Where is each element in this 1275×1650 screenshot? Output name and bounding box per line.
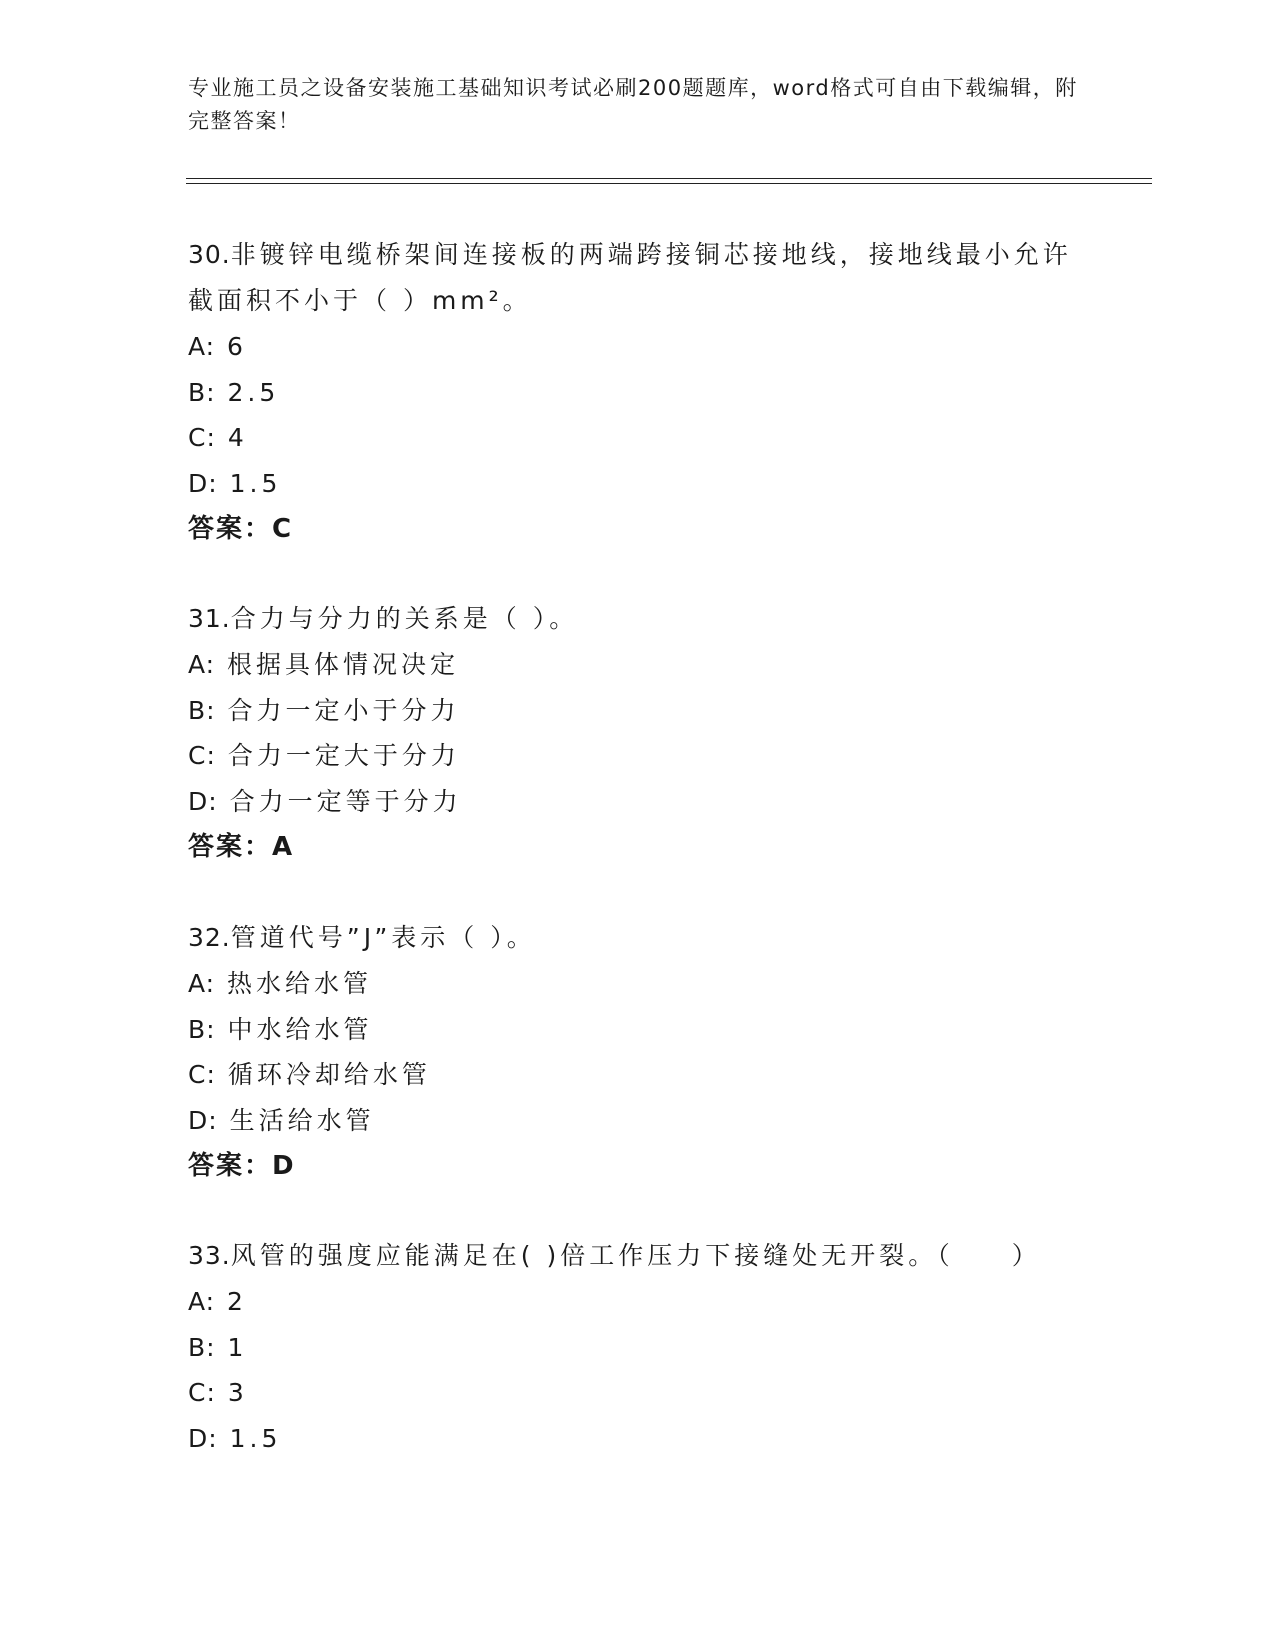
question-31: [188, 596, 1088, 870]
option-text: 生活给水管: [229, 1105, 375, 1135]
option-b: [188, 1325, 1088, 1371]
option-letter: A:: [188, 332, 216, 361]
question-stem: [188, 1233, 1088, 1279]
option-text: 1: [227, 1332, 248, 1362]
question-30: [188, 232, 1088, 552]
question-32: [188, 915, 1088, 1189]
question-33: [188, 1233, 1088, 1461]
option-text: 1.5: [229, 1423, 282, 1453]
question-text: 非镀锌电缆桥架间连接板的两端跨接铜芯接地线，接地线最小允许截面积不小于（ ）mm²。: [188, 240, 1072, 315]
option-text: 2: [227, 1287, 247, 1316]
option-text: 合力一定小于分力: [227, 695, 460, 725]
option-d: [188, 779, 1088, 825]
question-number: 30.: [188, 240, 231, 269]
option-letter: C:: [188, 741, 216, 770]
option-letter: A:: [188, 650, 216, 679]
option-b: [188, 1007, 1088, 1053]
option-b: [188, 370, 1088, 416]
option-a: [188, 961, 1088, 1007]
option-text: 3: [227, 1378, 248, 1407]
question-number: 31.: [188, 604, 231, 633]
option-d: [188, 461, 1088, 507]
option-text: 4: [227, 423, 248, 452]
question-number: 33.: [188, 1241, 231, 1270]
question-text: 合力与分力的关系是（ ）。: [230, 604, 579, 633]
option-letter: D:: [188, 1105, 218, 1135]
option-text: 热水给水管: [227, 969, 373, 998]
question-stem: [188, 915, 1088, 961]
option-letter: C:: [188, 423, 216, 452]
option-text: 合力一定等于分力: [229, 786, 462, 816]
option-letter: B:: [188, 1014, 216, 1044]
question-stem: [188, 232, 1088, 324]
option-a: [188, 1279, 1088, 1325]
option-text: 2.5: [227, 377, 280, 407]
answer-line: 答案：C: [188, 514, 294, 544]
option-letter: B:: [188, 377, 216, 407]
option-b: [188, 688, 1088, 734]
option-c: [188, 733, 1088, 779]
option-letter: A:: [188, 969, 216, 998]
option-c: [188, 1370, 1088, 1416]
question-stem: [188, 596, 1088, 642]
option-letter: D:: [188, 786, 218, 816]
option-letter: B:: [188, 695, 216, 725]
option-d: [188, 1098, 1088, 1144]
option-text: 6: [227, 332, 247, 361]
option-text: 根据具体情况决定: [227, 650, 460, 679]
option-letter: C:: [188, 1378, 216, 1407]
question-number: 32.: [188, 923, 231, 952]
option-c: [188, 415, 1088, 461]
answer-line: 答案：A: [188, 832, 295, 862]
document-header: 专业施工员之设备安装施工基础知识考试必刷200题题库，word格式可自由下载编辑，附完整答案！: [188, 76, 1078, 133]
option-text: 1.5: [229, 468, 282, 498]
header-divider-bottom: [186, 183, 1152, 184]
option-letter: A:: [188, 1287, 216, 1316]
option-letter: C:: [188, 1060, 216, 1089]
option-c: [188, 1052, 1088, 1098]
option-letter: B:: [188, 1332, 216, 1362]
header-divider-top: [186, 178, 1152, 179]
question-text: 管道代号”J”表示（ ）。: [230, 923, 536, 952]
option-text: 循环冷却给水管: [227, 1060, 431, 1089]
option-d: [188, 1416, 1088, 1462]
option-letter: D:: [188, 1423, 218, 1453]
option-letter: D:: [188, 468, 218, 498]
question-text: 风管的强度应能满足在( )倍工作压力下接缝处无开裂。（ ）: [230, 1241, 1041, 1270]
answer-line: 答案：D: [188, 1151, 296, 1181]
option-text: 中水给水管: [227, 1014, 373, 1044]
option-text: 合力一定大于分力: [227, 741, 460, 770]
option-a: [188, 324, 1088, 370]
option-a: [188, 642, 1088, 688]
